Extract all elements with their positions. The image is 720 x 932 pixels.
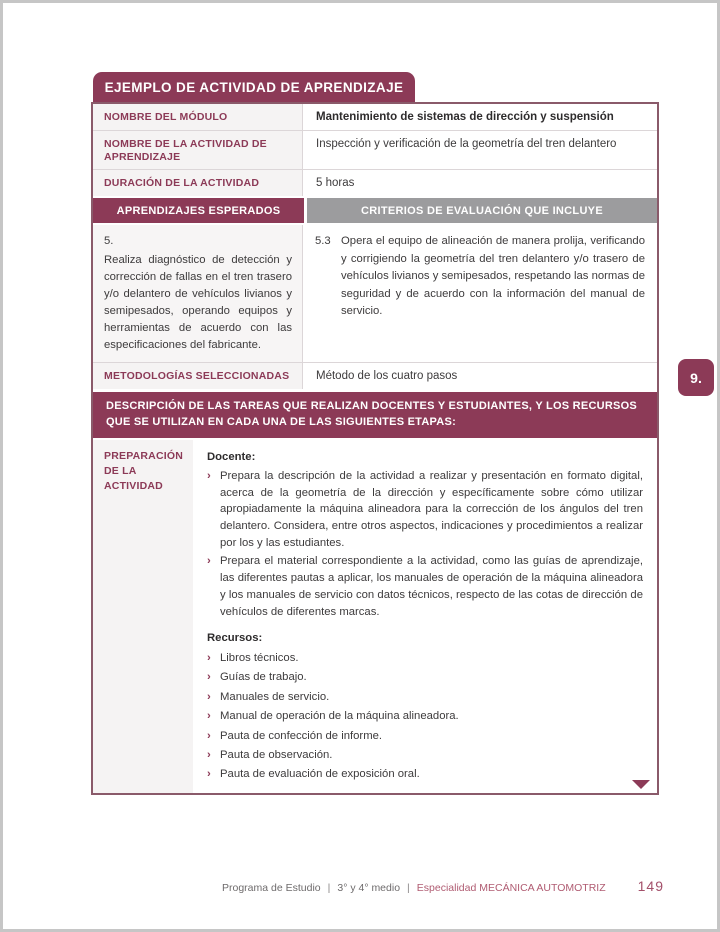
activity-table: [91, 102, 659, 795]
footer-specialty: Especialidad MECÁNICA AUTOMOTRIZ: [416, 882, 606, 894]
evaluation-criteria-header: CRITERIOS DE EVALUACIÓN QUE INCLUYE: [307, 198, 657, 223]
recursos-item-text: Guías de trabajo.: [220, 671, 307, 684]
module-name-label: NOMBRE DEL MÓDULO: [93, 104, 303, 130]
preparation-content: [193, 440, 657, 793]
duration-value: 5 horas: [303, 170, 657, 196]
expected-learning-text: Realiza diagnóstico de detección y corrección de fallas en el tren trasero y/o delantero de vehículos livianos y semipesados, operando equipos y herramientas de acuerdo con las especificaciones del fabricante.: [104, 254, 292, 351]
list-item: [207, 727, 643, 746]
recursos-heading: Recursos:: [207, 632, 263, 644]
learning-criteria-row: [93, 225, 657, 362]
expected-learning-number: 5.: [104, 235, 114, 248]
bullet-icon: ›: [207, 690, 211, 703]
recursos-item-text: Manuales de servicio.: [220, 690, 330, 703]
table-row: [93, 169, 657, 196]
activity-title-label: EJEMPLO DE ACTIVIDAD DE APRENDIZAJE: [104, 79, 404, 95]
list-item: [207, 468, 643, 553]
footer-separator: |: [407, 882, 410, 894]
list-item: [207, 765, 643, 784]
bullet-icon: ›: [207, 768, 211, 781]
footer-program: Programa de Estudio: [221, 882, 321, 894]
chapter-number: 9.: [690, 369, 702, 386]
recursos-item-text: Manual de operación de la máquina alineadora.: [220, 710, 459, 723]
section-headers-row: [93, 196, 657, 225]
docente-item-text: Prepara el material correspondiente a la actividad, como las guías de aprendizaje, las diferentes pautas a aplicar, los manuales de operación de la máquina alineadora y los manuales de servicio con datos técnicos, respecto de las cotas de dirección de vehículos de diferentes marcas.: [220, 555, 643, 619]
module-name-value: Mantenimiento de sistemas de dirección y suspensión: [303, 104, 657, 130]
criteria-text: Opera el equipo de alineación de manera prolija, verificando y corrigiendo la geometría del tren delantero y/o trasero de vehículos livianos y semipesados, respetando las normas de seguridad y de acuerdo con la información del manual de servicio.: [341, 235, 645, 318]
methodology-label: METODOLOGÍAS SELECCIONADAS: [93, 363, 303, 389]
bullet-icon: ›: [207, 729, 211, 742]
list-item: [207, 746, 643, 765]
expected-learning-header: APRENDIZAJES ESPERADOS: [93, 198, 304, 223]
preparation-row: [93, 438, 657, 793]
table-row: [93, 104, 657, 130]
docente-bullet-list: [207, 468, 643, 621]
chapter-side-tab: [678, 359, 714, 396]
bullet-icon: ›: [207, 710, 211, 723]
criteria-number: 5.3: [315, 235, 331, 248]
preparation-label: PREPARACIÓN DE LA ACTIVIDAD: [93, 440, 193, 793]
list-item: [207, 707, 643, 726]
bullet-icon: ›: [207, 469, 211, 482]
footer-grade: 3° y 4° medio: [337, 882, 401, 894]
list-item: [207, 668, 643, 687]
recursos-item-text: Pauta de confección de informe.: [220, 729, 383, 742]
page-footer: [222, 878, 664, 894]
methodology-row: [93, 362, 657, 389]
duration-label: DURACIÓN DE LA ACTIVIDAD: [93, 170, 303, 196]
activity-title-tab: [93, 72, 415, 102]
bullet-icon: ›: [207, 651, 211, 664]
page-number: 149: [637, 878, 664, 894]
footer-separator: |: [327, 882, 331, 894]
list-item: [207, 553, 643, 621]
recursos-item-text: Libros técnicos.: [220, 651, 299, 664]
activity-name-value: Inspección y verificación de la geometría del tren delantero: [303, 131, 657, 169]
recursos-item-text: Pauta de evaluación de exposición oral.: [220, 768, 420, 781]
docente-item-text: Prepara la descripción de la actividad a realizar y presentación en formato digital, acerca de la geometría de la dirección y específicamente sobre cómo utilizar apropiadamente la máquina alineadora para la corrección de los ángulos del tren delantero. Considera, entre otros aspectos, indicaciones y procedimientos a realizar por los y las estudiantes.: [220, 469, 643, 550]
activity-name-label: NOMBRE DE LA ACTIVIDAD DE APRENDIZAJE: [93, 131, 303, 169]
bullet-icon: ›: [207, 749, 211, 762]
tasks-description-band: DESCRIPCIÓN DE LAS TAREAS QUE REALIZAN DOCENTES Y ESTUDIANTES, Y LOS RECURSOS QUE SE UTILIZAN EN CADA UNA DE LAS SIGUIENTES ETAPAS:: [93, 392, 657, 438]
recursos-bullet-list: [207, 649, 643, 785]
continuation-arrow-icon: [632, 780, 650, 789]
table-row: [93, 130, 657, 169]
recursos-item-text: Pauta de observación.: [220, 749, 333, 762]
methodology-value: Método de los cuatro pasos: [303, 363, 657, 389]
bullet-icon: ›: [207, 671, 211, 684]
evaluation-criteria-cell: [303, 225, 657, 362]
list-item: [207, 688, 643, 707]
bullet-icon: ›: [207, 555, 211, 568]
expected-learning-cell: [93, 225, 303, 362]
list-item: [207, 649, 643, 668]
docente-heading: Docente:: [207, 450, 256, 463]
